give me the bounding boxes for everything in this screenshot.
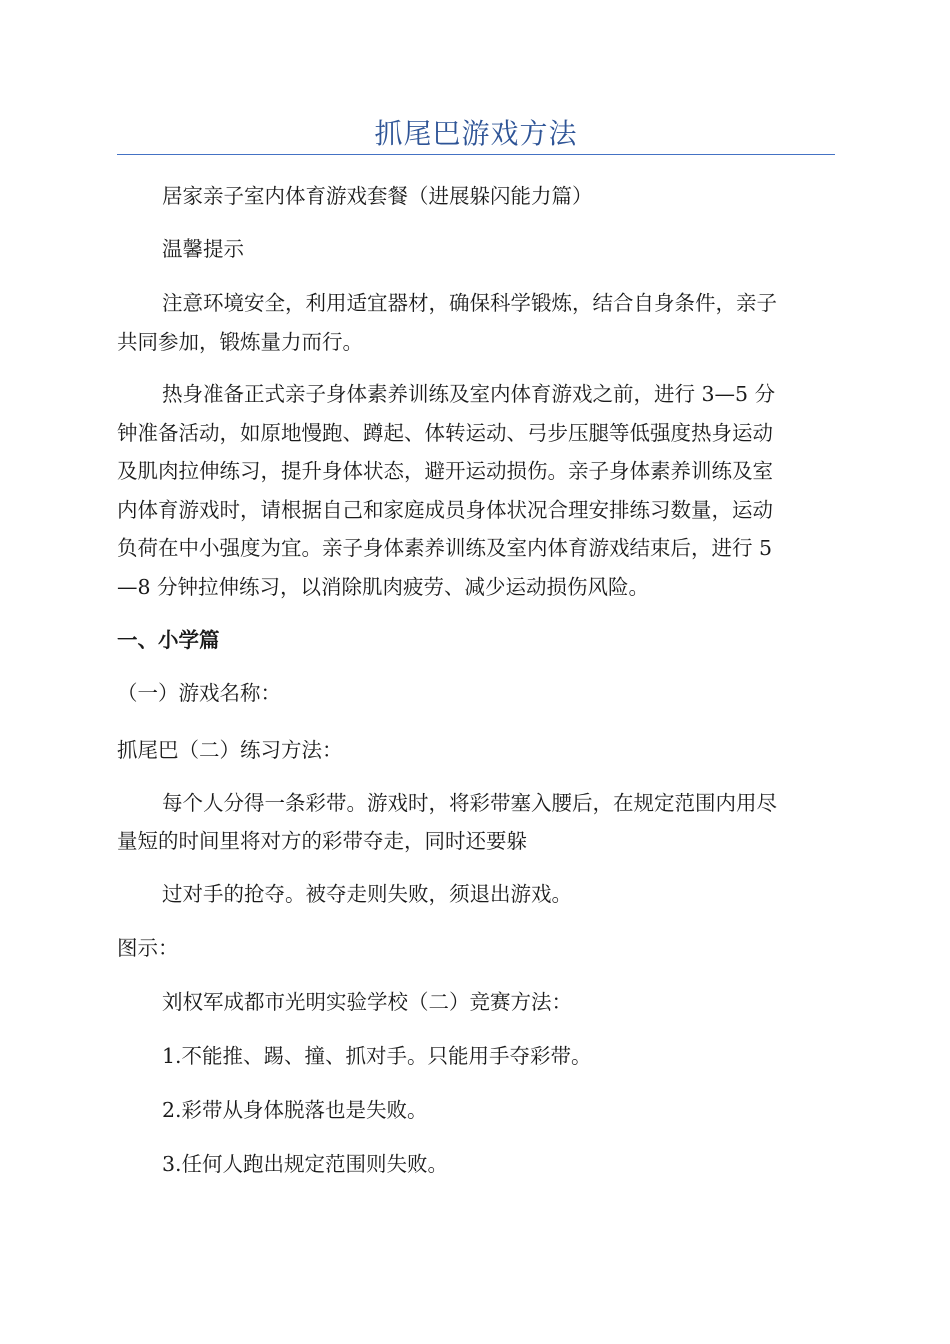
method-line-3: 过对手的抢夺。被夺走则失败，须退出游戏。 [162,882,572,906]
rule-2: 2.彩带从身体脱落也是失败。 [162,1098,428,1122]
method-line-1: 每个人分得一条彩带。游戏时，将彩带塞入腰后，在规定范围内用尽 [162,791,777,815]
warmup-line-2: 钟准备活动，如原地慢跑、蹲起、体转运动、弓步压腿等低强度热身运动 [117,421,773,445]
tip-text-line-1: 注意环境安全，利用适宜器材，确保科学锻炼，结合自身条件，亲子 [162,291,777,315]
warmup-line-5: 负荷在中小强度为宜。亲子身体素养训练及室内体育游戏结束后，进行 5 [117,536,773,560]
game-name-label: （一）游戏名称： [117,681,281,705]
rule-1: 1.不能推、踢、撞、抓对手。只能用手夺彩带。 [162,1044,592,1068]
subtitle: 居家亲子室内体育游戏套餐（进展躲闪能力篇） [162,184,593,208]
warmup-line-1: 热身准备正式亲子身体素养训练及室内体育游戏之前，进行 3—5 分 [162,382,776,406]
section-heading: 一、小学篇 [117,628,220,652]
tip-text-line-2: 共同参加，锻炼量力而行。 [117,330,363,354]
document-title: 抓尾巴游戏方法 [374,117,578,150]
warmup-line-3: 及肌肉拉伸练习，提升身体状态，避开运动损伤。亲子身体素养训练及室 [117,459,773,483]
author-and-rules-heading: 刘权军成都市光明实验学校（二）竞赛方法： [162,990,572,1014]
warmup-line-6: —8 分钟拉伸练习，以消除肌肉疲劳、减少运动损伤风险。 [117,575,650,599]
method-line-2: 量短的时间里将对方的彩带夺走，同时还要躲 [117,829,527,853]
rule-3: 3.任何人跑出规定范围则失败。 [162,1152,449,1176]
figure-label: 图示： [117,936,179,960]
warmup-line-4: 内体育游戏时，请根据自己和家庭成员身体状况合理安排练习数量，运动 [117,498,773,522]
tip-heading: 温馨提示 [162,237,244,261]
title-underline [117,154,835,155]
game-name-and-method: 抓尾巴（二）练习方法： [117,738,343,762]
